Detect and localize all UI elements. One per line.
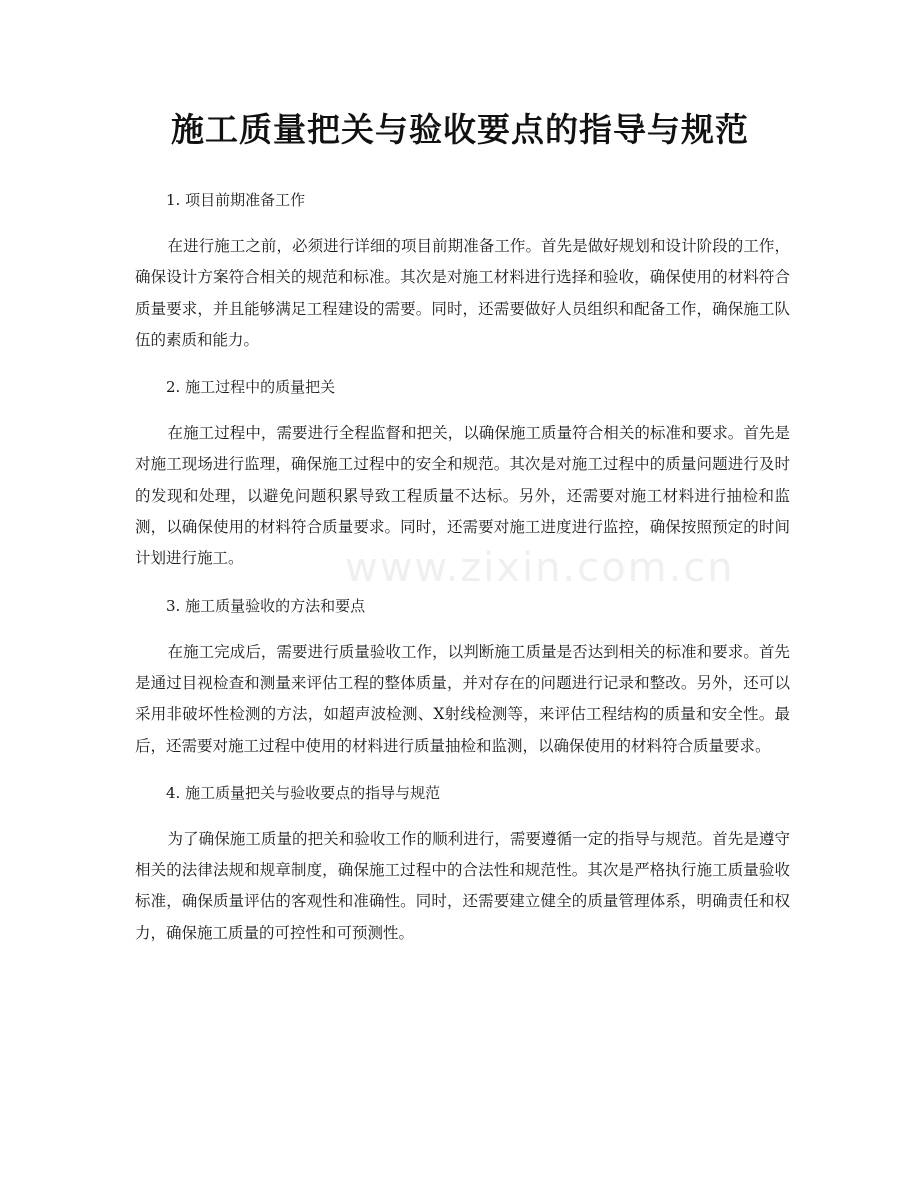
section-paragraph: 为了确保施工质量的把关和验收工作的顺利进行，需要遵循一定的指导与规范。首先是遵守相关的法律法规和规章制度，确保施工过程中的合法性和规范性。其次是严格执行施工质量验收标准，确保质量评估的客观性和准确性。同时，还需要建立健全的质量管理体系，明确责任和权力，确保施工质量的可控性和可预测性。 [135, 829, 790, 942]
section-4 [135, 776, 790, 949]
section-heading: 3. 施工质量验收的方法和要点 [166, 596, 366, 615]
section-2 [135, 370, 790, 574]
section-paragraph: 在施工过程中，需要进行全程监督和把关，以确保施工质量符合相关的标准和要求。首先是对施工现场进行监理，确保施工过程中的安全和规范。其次是对施工过程中的质量问题进行及时的发现和处理，以避免问题积累导致工程质量不达标。另外，还需要对施工材料进行抽检和监测，以确保使用的材料符合质量要求。同时，还需要对施工进度进行监控，确保按照预定的时间计划进行施工。 [135, 424, 790, 568]
section-heading: 4. 施工质量把关与验收要点的指导与规范 [166, 783, 441, 802]
section-3 [135, 589, 790, 762]
document-title: 施工质量把关与验收要点的指导与规范 [171, 110, 749, 149]
section-heading: 2. 施工过程中的质量把关 [166, 378, 336, 397]
section-heading: 1. 项目前期准备工作 [166, 191, 306, 209]
section-paragraph: 在进行施工之前，必须进行详细的项目前期准备工作。首先是做好规划和设计阶段的工作，确保设计方案符合相关的规范和标准。其次是对施工材料进行选择和验收，确保使用的材料符合质量要求，并且能够满足工程建设的需要。同时，还需要做好人员组织和配备工作，确保施工队伍的素质和能力。 [135, 237, 790, 349]
watermark-text: www.zixin.com.cn [345, 545, 735, 591]
section-paragraph: 在施工完成后，需要进行质量验收工作，以判断施工质量是否达到相关的标准和要求。首先是通过目视检查和测量来评估工程的整体质量，并对存在的问题进行记录和整改。另外，还可以采用非破坏性检测的方法，如超声波检测、X射线检测等，来评估工程结构的质量和安全性。最后，还需要对施工过程中使用的材料进行质量抽检和监测，以确保使用的材料符合质量要求。 [135, 642, 790, 755]
section-1 [135, 183, 790, 356]
document-body [135, 183, 790, 963]
